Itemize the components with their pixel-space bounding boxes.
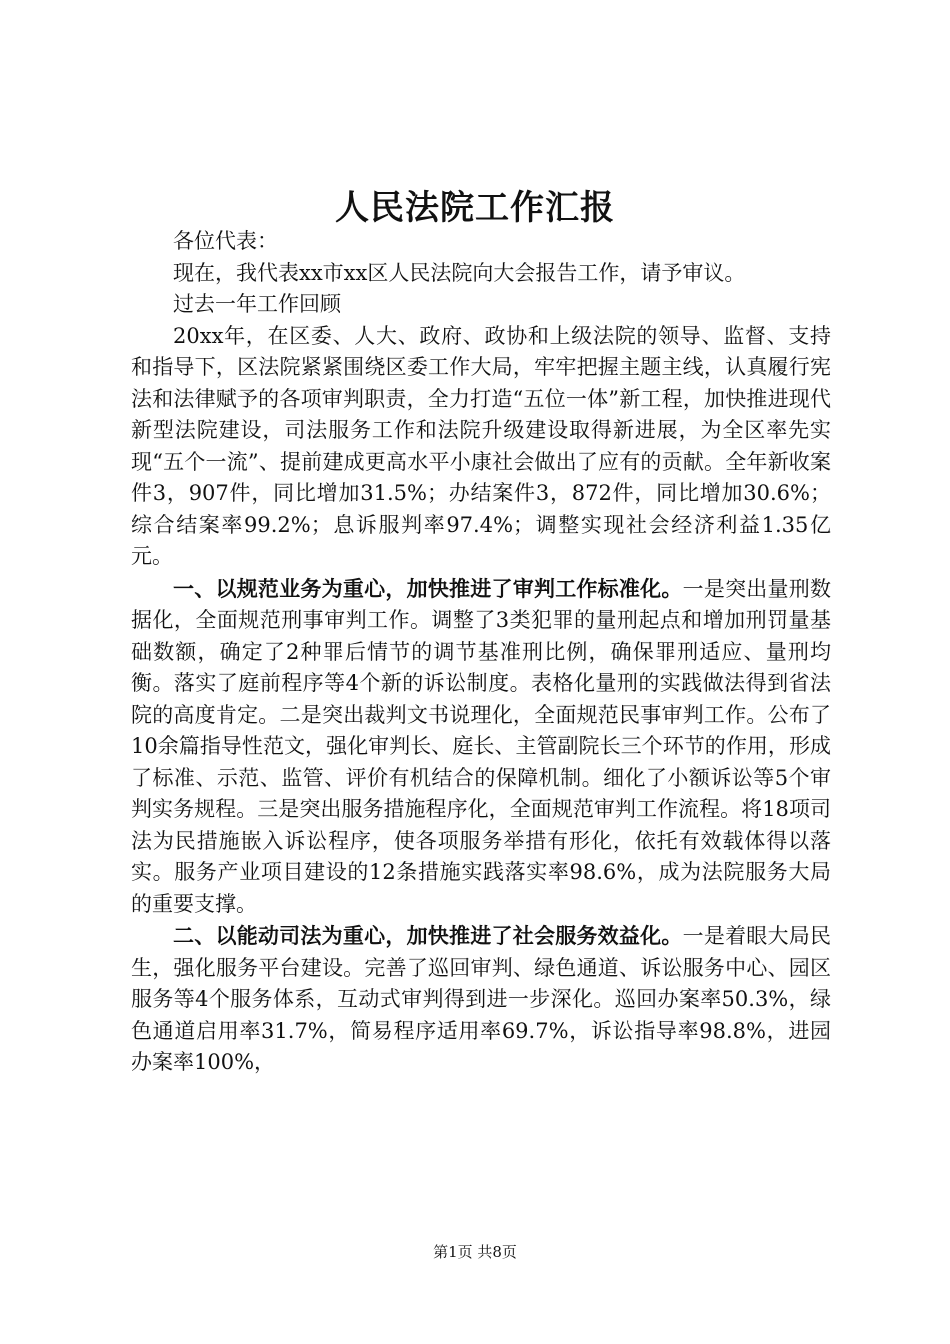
section-2-text: 一是着眼大局民生，强化服务平台建设。完善了巡回审判、绿色通道、诉讼服务中心、园区服务等4个服务体系，互动式审判得到进一步深化。巡回办案率50.3%，绿色通道启用率31.7%，简易程序适用率69.7%，诉讼指导率98.8%，进园办案率100%，: [131, 924, 832, 1074]
section-1-heading: 一、以规范业务为重心，加快推进了审判工作标准化。: [173, 575, 683, 601]
section-1-text: 一是突出量刑数据化，全面规范刑事审判工作。调整了3类犯罪的量刑起点和增加刑罚量基础数额，确定了2种罪后情节的调节基准刑比例，确保罪刑适应、量刑均衡。落实了庭前程序等4个新的诉讼制度。表格化量刑的实践做法得到省法院的高度肯定。二是突出裁判文书说理化，全面规范民事审判工作。公布了10余篇指导性范文，强化审判长、庭长、主管副院长三个环节的作用，形成了标准、示范、监管、评价有机结合的保障机制。细化了小额诉讼等5个审判实务规程。三是突出服务措施程序化，全面规范审判工作流程。将18项司法为民措施嵌入诉讼程序，使各项服务举措有形化，依托有效载体得以落实。服务产业项目建设的12条措施实践落实率98.6%，成为法院服务大局的重要支撑。: [131, 576, 832, 916]
page-footer: 第1页 共8页: [433, 1243, 517, 1261]
review-heading: 过去一年工作回顾: [173, 292, 341, 316]
document-title: 人民法院工作汇报: [335, 188, 615, 228]
salutation: 各位代表：: [173, 229, 278, 253]
summary-paragraph: 20xx年，在区委、人大、政府、政协和上级法院的领导、监督、支持和指导下，区法院紧紧围绕区委工作大局，牢牢把握主题主线，认真履行宪法和法律赋予的各项审判职责，全力打造“五位一体”新工程，加快推进现代新型法院建设，司法服务工作和法院升级建设取得新进展，为全区率先实现“五个一流”、提前建成更高水平小康社会做出了应有的贡献。全年新收案件3，907件，同比增加31.5%；办结案件3，872件，同比增加30.6%；综合结案率99.2%；息诉服判率97.4%；调整实现社会经济利益1.35亿元。: [131, 323, 831, 568]
section-1-paragraph: [131, 573, 831, 921]
section-2-paragraph: [131, 920, 831, 1079]
intro-paragraph: 现在，我代表xx市xx区人民法院向大会报告工作，请予审议。: [173, 260, 746, 285]
section-2-heading: 二、以能动司法为重心，加快推进了社会服务效益化。: [173, 923, 683, 948]
document-body: [131, 226, 831, 1079]
